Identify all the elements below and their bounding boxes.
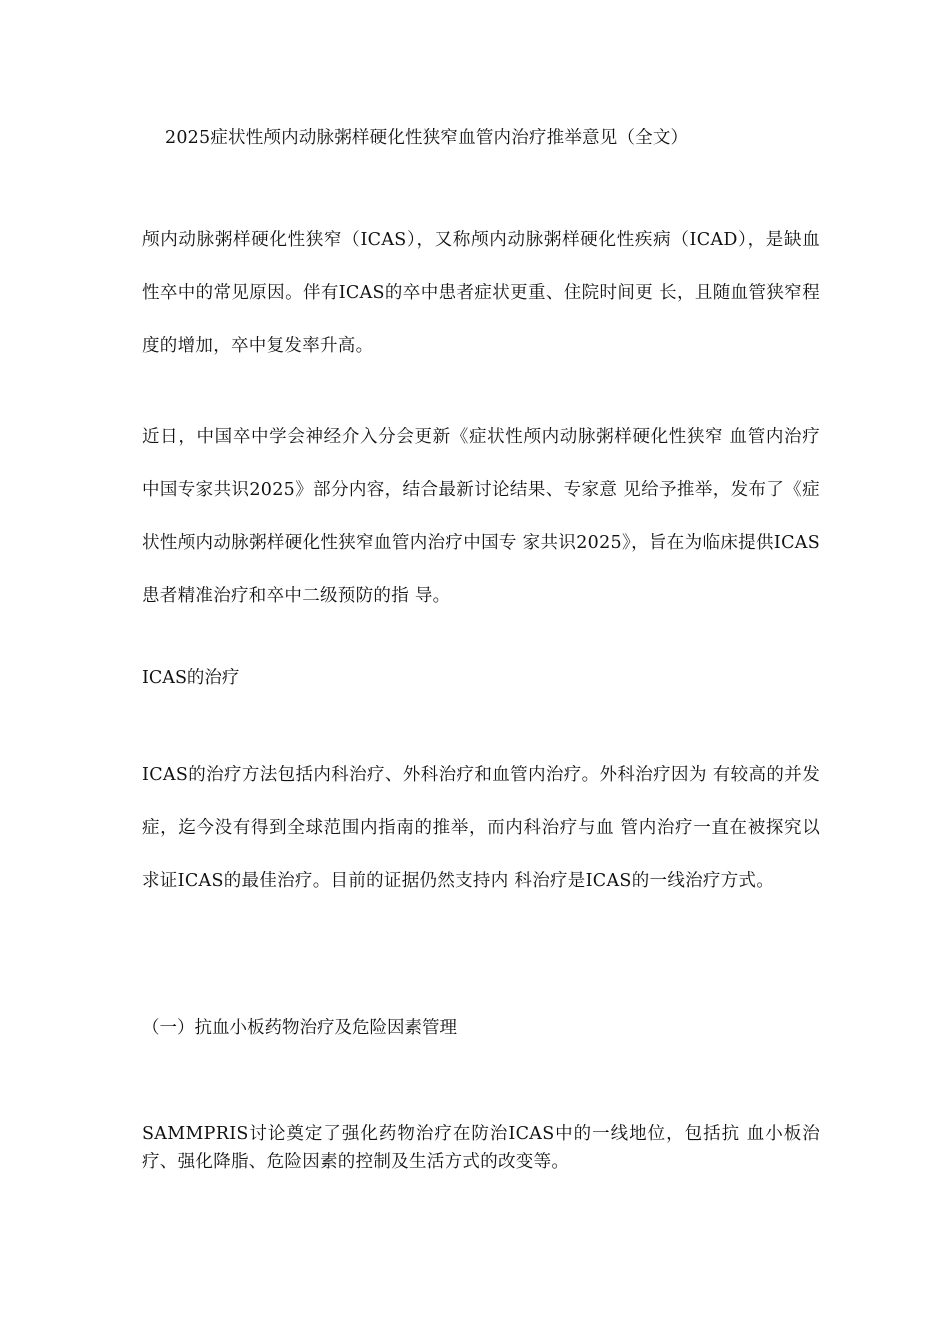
section-heading-treatment: ICAS的治疗 — [142, 668, 240, 688]
subsection-heading-antiplatelet: （一）抗血小板药物治疗及危险因素管理 — [142, 1018, 457, 1038]
paragraph-sammpris: SAMMPRIS讨论奠定了强化药物治疗在防治ICAS中的一线地位，包括抗 血小板治疗、强化降脂、危险因素的控制及生活方式的改变等。 — [142, 1124, 820, 1172]
paragraph-intro: 颅内动脉粥样硬化性狭窄（ICAS），又称颅内动脉粥样硬化性疾病（ICAD），是缺血性卒中的常见原因。伴有ICAS的卒中患者症状更重、住院时间更 长，且随血管狭窄程度的增加，卒中复发率升高。 — [142, 230, 820, 356]
paragraph-update: 近日，中国卒中学会神经介入分会更新《症状性颅内动脉粥样硬化性狭窄 血管内治疗中国专家共识2025》部分内容，结合最新讨论结果、专家意 见给予推举，发布了《症状性颅内动脉粥样硬化性狭窄血管内治疗中国专 家共识2025》，旨在为临床提供ICAS患者精准治疗和卒中二级预防的指 导。 — [142, 427, 820, 606]
paragraph-treatment-methods: ICAS的治疗方法包括内科治疗、外科治疗和血管内治疗。外科治疗因为 有较高的并发症，迄今没有得到全球范围内指南的推举，而内科治疗与血 管内治疗一直在被探究以求证ICAS的最佳治疗。目前的证据仍然支持内 科治疗是ICAS的一线治疗方式。 — [142, 765, 820, 891]
document-title: 2025症状性颅内动脉粥样硬化性狭窄血管内治疗推举意见（全文） — [165, 128, 689, 148]
